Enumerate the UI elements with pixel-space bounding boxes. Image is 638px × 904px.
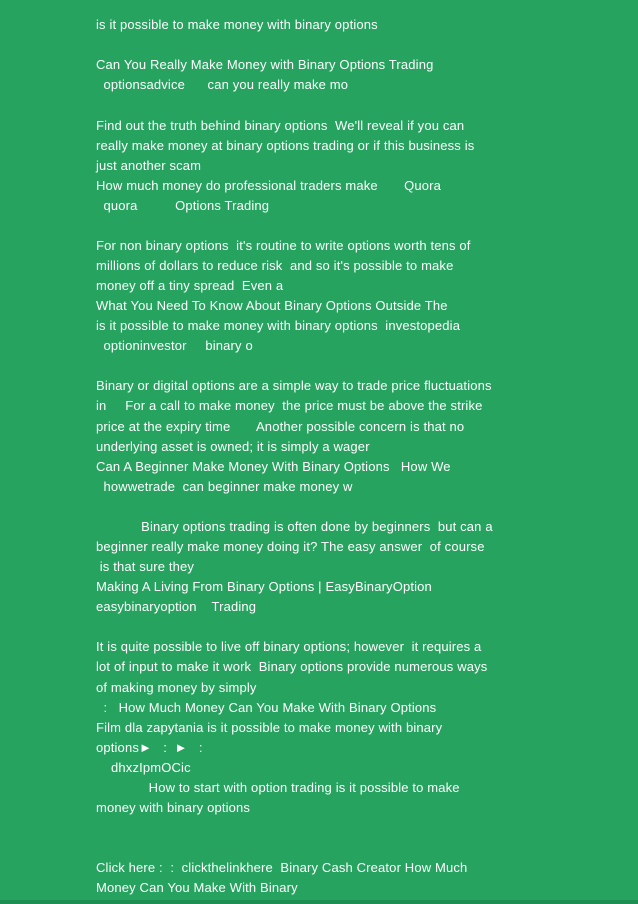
text-line: really make money at binary options trading or if this business is — [96, 138, 475, 153]
text-line: price at the expiry time Another possible concern is that no — [96, 419, 465, 434]
text-line: quora Options Trading — [96, 198, 270, 213]
text-line: optioninvestor binary o — [96, 338, 253, 353]
text-line: Film dla zapytania is it possible to make money with binary — [96, 720, 443, 735]
text-line: Find out the truth behind binary options We'll reveal if you can — [96, 118, 465, 133]
text-line: How much money do professional traders make Quora — [96, 178, 441, 193]
text-line: just another scam — [96, 158, 202, 173]
text-line: For non binary options it's routine to write options worth tens of — [96, 238, 471, 253]
text-line: : How Much Money Can You Make With Binary Options — [96, 700, 437, 715]
text-line: underlying asset is owned; it is simply a wager — [96, 439, 370, 454]
text-line: Money Can You Make With Binary — [96, 880, 298, 895]
text-line: money with binary options — [96, 800, 251, 815]
text-line: beginner really make money doing it? The easy answer of course — [96, 539, 485, 554]
text-line: options► : ► : — [96, 740, 203, 755]
text-line: How to start with option trading is it possible to make — [96, 780, 460, 795]
text-line: What You Need To Know About Binary Options Outside The — [96, 298, 448, 313]
text-line: Can A Beginner Make Money With Binary Options How We — [96, 459, 451, 474]
text-line: in For a call to make money the price must be above the strike — [96, 398, 483, 413]
text-line: money off a tiny spread Even a — [96, 278, 284, 293]
text-line: is it possible to make money with binary options investopedia — [96, 318, 461, 333]
text-line: dhxzIpmOCic — [96, 760, 191, 775]
text-line: howwetrade can beginner make money w — [96, 479, 353, 494]
text-line: Click here : : clickthelinkhere Binary Cash Creator How Much — [96, 860, 468, 875]
text-line: It is quite possible to live off binary options; however it requires a — [96, 639, 482, 654]
text-line: is that sure they — [96, 559, 195, 574]
text-line: easybinaryoption Trading — [96, 599, 257, 614]
text-line: Can You Really Make Money with Binary Options Trading — [96, 57, 434, 72]
text-line: millions of dollars to reduce risk and so it's possible to make — [96, 258, 454, 273]
text-line: of making money by simply — [96, 680, 257, 695]
text-line: lot of input to make it work Binary options provide numerous ways — [96, 659, 488, 674]
text-line: optionsadvice can you really make mo — [96, 77, 349, 92]
text-line: Binary or digital options are a simple way to trade price fluctuations — [96, 378, 492, 393]
text-line: Making A Living From Binary Options | EasyBinaryOption — [96, 579, 432, 594]
page-edge — [0, 900, 638, 904]
text-line: Binary options trading is often done by beginners but can a — [96, 519, 493, 534]
text-line: is it possible to make money with binary options — [96, 17, 378, 32]
